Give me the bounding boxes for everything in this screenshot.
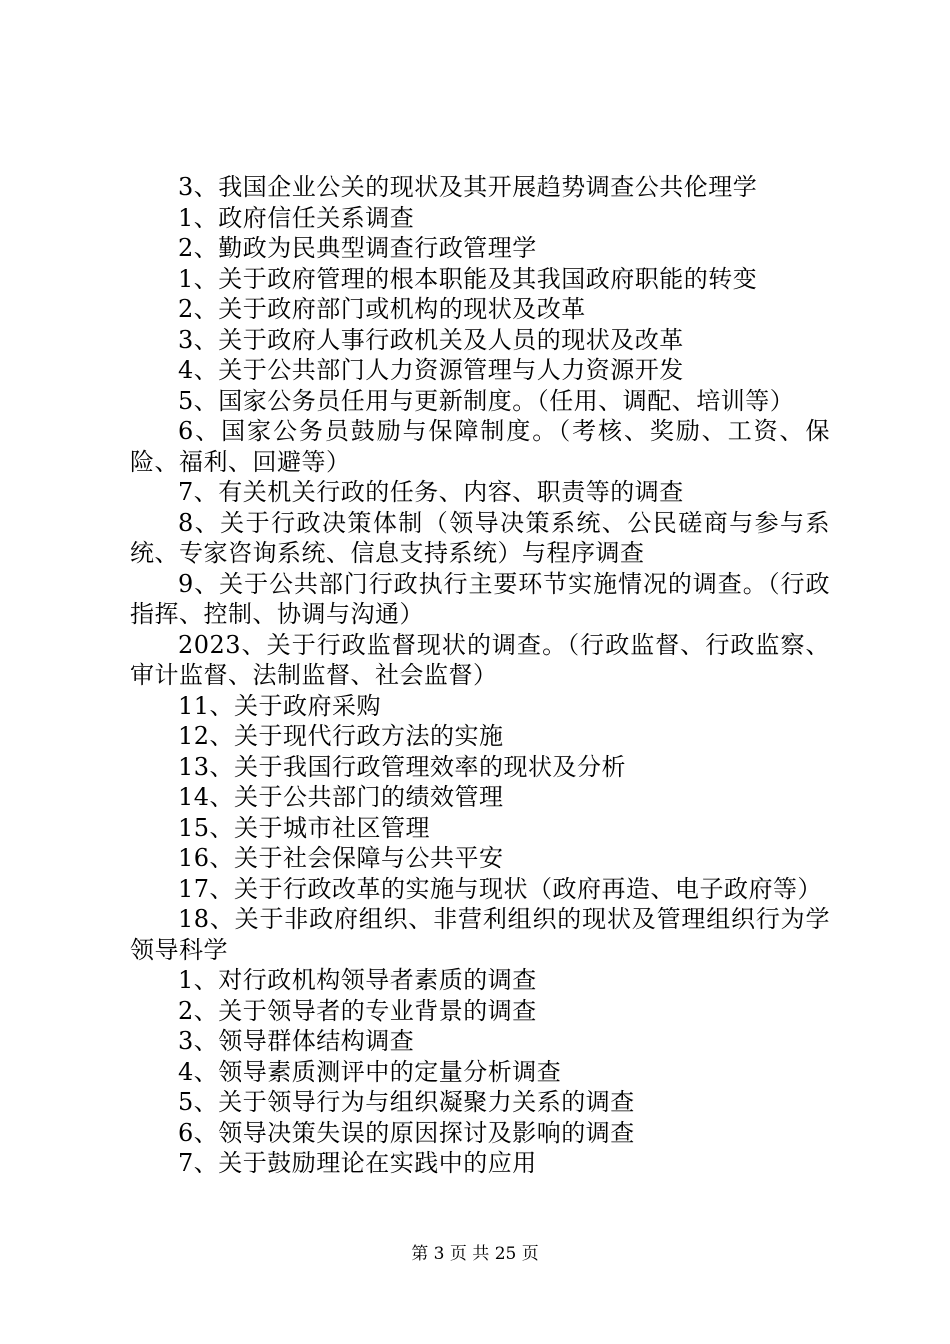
page-number: 第 3 页 共 25 页 bbox=[411, 1244, 539, 1264]
paragraph: 3、我国企业公关的现状及其开展趋势调查公共伦理学 bbox=[178, 173, 758, 201]
paragraph: 2023、关于行政监督现状的调查。（行政监督、行政监察、审计监督、法制监督、社会监督） bbox=[130, 630, 830, 689]
paragraph: 18、关于非政府组织、非营利组织的现状及管理组织行为学领导科学 bbox=[130, 905, 830, 964]
paragraph: 2、勤政为民典型调查行政管理学 bbox=[178, 234, 537, 262]
page-footer bbox=[0, 1243, 950, 1265]
paragraph: 4、领导素质测评中的定量分析调查 bbox=[178, 1057, 562, 1086]
paragraph: 13、关于我国行政管理效率的现状及分析 bbox=[178, 752, 627, 781]
paragraph: 14、关于公共部门的绩效管理 bbox=[178, 783, 504, 811]
paragraph: 7、有关机关行政的任务、内容、职责等的调查 bbox=[178, 478, 684, 506]
paragraph: 5、国家公务员任用与更新制度。（任用、调配、培训等） bbox=[178, 386, 795, 415]
paragraph: 4、关于公共部门人力资源管理与人力资源开发 bbox=[178, 356, 684, 384]
paragraph: 12、关于现代行政方法的实施 bbox=[178, 722, 504, 750]
paragraph: 1、关于政府管理的根本职能及其我国政府职能的转变 bbox=[178, 264, 758, 293]
paragraph: 2、关于领导者的专业背景的调查 bbox=[178, 996, 537, 1025]
paragraph: 11、关于政府采购 bbox=[178, 691, 382, 720]
paragraph: 3、领导群体结构调查 bbox=[178, 1027, 415, 1055]
paragraph: 15、关于城市社区管理 bbox=[178, 813, 431, 842]
paragraph: 6、国家公务员鼓励与保障制度。（考核、奖励、工资、保险、福利、回避等） bbox=[130, 417, 830, 476]
paragraph: 17、关于行政改革的实施与现状（政府再造、电子政府等） bbox=[178, 874, 823, 903]
paragraph: 1、政府信任关系调查 bbox=[178, 203, 415, 232]
paragraph: 8、关于行政决策体制（领导决策系统、公民磋商与参与系统、专家咨询系统、信息支持系统）与程序调查 bbox=[130, 508, 830, 567]
document-body bbox=[130, 172, 830, 1179]
paragraph: 16、关于社会保障与公共平安 bbox=[178, 844, 504, 872]
paragraph: 6、领导决策失误的原因探讨及影响的调查 bbox=[178, 1118, 635, 1147]
paragraph: 1、对行政机构领导者素质的调查 bbox=[178, 966, 537, 994]
paragraph: 9、关于公共部门行政执行主要环节实施情况的调查。（行政指挥、控制、协调与沟通） bbox=[130, 569, 830, 628]
paragraph: 5、关于领导行为与组织凝聚力关系的调查 bbox=[178, 1088, 635, 1116]
paragraph: 3、关于政府人事行政机关及人员的现状及改革 bbox=[178, 325, 684, 354]
paragraph: 2、关于政府部门或机构的现状及改革 bbox=[178, 295, 586, 323]
paragraph: 7、关于鼓励理论在实践中的应用 bbox=[178, 1149, 537, 1177]
